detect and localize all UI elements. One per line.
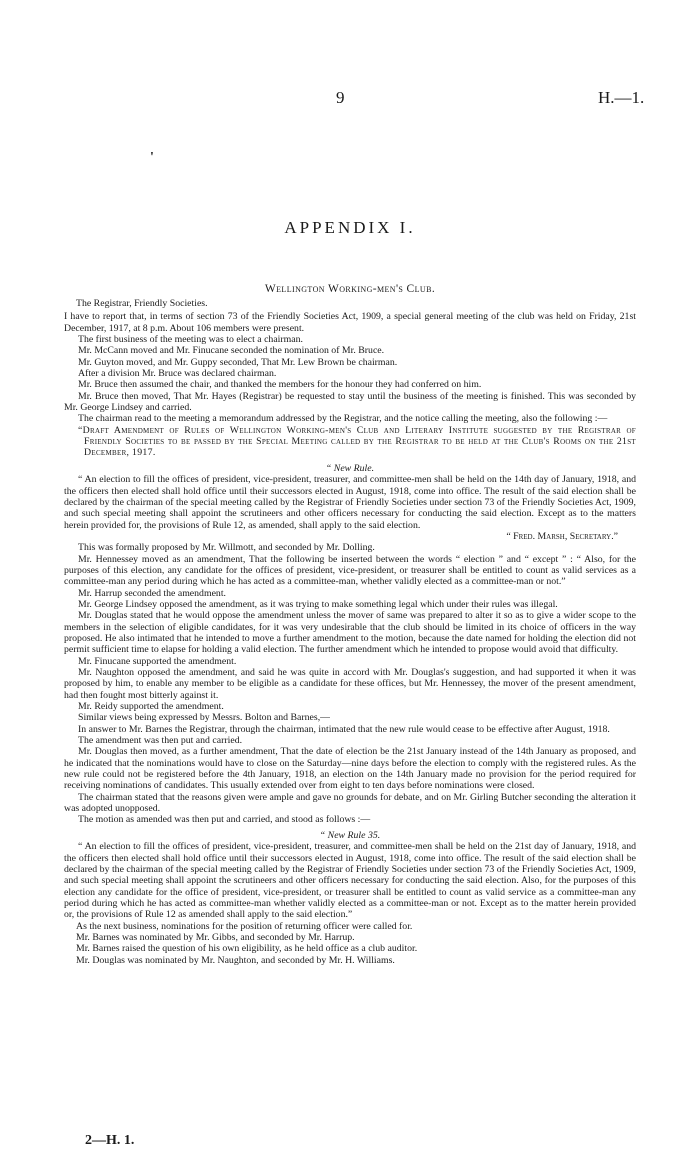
paragraph: Mr. Hennessey moved as an amendment, That the following be inserted between the words “ election ” and “ except ” : “ Also, for the purposes of this election, any candidate for the offices of president, vice-president, or treasurer shall be entitled to count as valid services as a committee-man any period during which he has acted as a committee-man, whether validly elected as a committee-man or not.” [64,553,636,588]
paragraph: Mr. Barnes raised the question of his own eligibility, as he held office as a club auditor. [76,943,418,955]
paragraph: In answer to Mr. Barnes the Registrar, through the chairman, intimated that the new rule would cease to be effective after August, 1918. [78,723,610,735]
paragraph: Mr. Naughton opposed the amendment, and said he was quite in accord with Mr. Douglas's suggestion, and had supported it when it was proposed by him, to enable any member to be eligible as a candidate for these offices, but Mr. Hennessey, the mover of the present amendment, had then fought most bitterly against it. [64,667,636,701]
paragraph: Mr. Guyton moved, and Mr. Guppy seconded, That Mr. Lew Brown be chairman. [78,356,398,368]
paragraph: Mr. Bruce then assumed the chair, and thanked the members for the honour they had conferred on him. [78,379,482,391]
paragraph: The amendment was then put and carried. [78,735,243,747]
club-title: Wellington Working-men's Club. [264,283,436,295]
new-rule-35-text: “ An election to fill the offices of president, vice-president, treasurer, and committee-men shall be held on the 21st day of January, 1918, and the officers then elected shall hold office until their successors elected in August, 1918, come into office. The result of the said election shall be declared by the chairman of the special meeting called by the Registrar of Friendly Societies under section 73 of the Friendly Societies Act, 1909, and such special meeting shall appoint the scrutineers and other officers necessary for conducting the said election. Also, for the purposes of this election any candidate for the office of president, vice-president, or treasurer shall be entitled to count as valid service as a committee-man any period during which he has acted as committee-man whether validly elected as a committee-man or not. Except as to the matter herein provided or, the provisions of Rule 12 as amended shall apply to the said election.” [64,841,636,921]
paragraph: Mr. George Lindsey opposed the amendment, as it was trying to make something legal which under their rules was illegal. [78,598,558,610]
document-body [64,298,636,966]
page-number: 9 [336,88,345,107]
paragraph: The motion as amended was then put and carried, and stood as follows :— [78,814,371,826]
appendix-title: APPENDIX I. [284,218,416,237]
footer-signature: 2—H. 1. [85,1133,135,1148]
paragraph: The chairman read to the meeting a memorandum addressed by the Registrar, and the notice calling the meeting, also the following :— [78,413,608,425]
paragraph: I have to report that, in terms of section 73 of the Friendly Societies Act, 1909, a special general meeting of the club was held on Friday, 21st December, 1917, at 8 p.m. About 106 members were present. [64,311,636,334]
new-rule-heading: “ New Rule. [325,462,375,474]
paragraph: The chairman stated that the reasons given were ample and gave no grounds for debate, and on Mr. Girling Butcher seconding the alteration it was adopted unopposed. [64,791,636,815]
paragraph: Mr. Finucane supported the amendment. [78,655,237,667]
paragraph: Mr. Douglas stated that he would oppose the amendment unless the mover of same was prepared to alter it so as to give a wider scope to the members in the selection of eligible candidates, for it was very undesirable that the club should be limited in its choice of officers in the way proposed. He also intimated that he intended to move a further amendment to the motion, because the date named for holding the election did not permit sufficient time to elapse for holding a valid election. The further amendment which he intended to propose would avoid that difficulty. [64,610,636,656]
paragraph: Mr. Douglas then moved, as a further amendment, That the date of election be the 21st January instead of the 14th January as proposed, and he indicated that the nominations would have to close on the Saturday—nine days before the election to comply with the registered rules. As the new rule could not be registered before the 4th January, 1918, an election on the 14th January made no provision for the period required for receiving nominations of candidates. This usually extended over from eight to ten days before nominations were closed. [64,746,636,792]
signature: “ Fred. Marsh, Secretary.” [506,530,618,542]
paragraph: Mr. Harrup seconded the amendment. [78,587,226,599]
paragraph: Mr. Bruce then moved, That Mr. Hayes (Registrar) be requested to stay until the business of the meeting is finished. This was seconded by Mr. George Lindsey and carried. [64,390,636,414]
paragraph: Mr. Douglas was nominated by Mr. Naughton, and seconded by Mr. H. Williams. [76,954,395,966]
salutation: The Registrar, Friendly Societies. [76,298,208,309]
document-ref: H.—1. [598,88,645,107]
stray-mark: ' [150,150,154,165]
paragraph: This was formally proposed by Mr. Willmott, and seconded by Mr. Dolling. [78,542,375,554]
paragraph: Mr. Barnes was nominated by Mr. Gibbs, and seconded by Mr. Harrup. [76,931,355,943]
paragraph: Similar views being expressed by Messrs. Bolton and Barnes,— [78,712,330,724]
draft-heading: “Draft Amendment of Rules of Wellington Working-men's Club and Literary Institute suggested by the Registrar of Friendly Societies to be passed by the Special Meeting called by the Registrar to be held at the Club's Rooms on the 21st December, 1917. [78,424,636,459]
paragraph: As the next business, nominations for the position of returning officer were called for. [76,920,413,932]
new-rule-text: “ An election to fill the offices of president, vice-president, treasurer, and committee-men shall be held on the 14th day of January, 1918, and the officers then elected shall hold office until their successors elected in August, 1918, come into office. The result of the said election shall be declared by the chairman of the special meeting called by the Registrar of Friendly Societies under section 73 of the Friendly Societies Act, 1909, and such special meeting shall appoint the scrutineers and other officers necessary for conducting the said election. Except as to the matters herein provided for, the provisions of Rule 12, as amended, shall apply to the said election. [64,474,636,531]
paragraph: The first business of the meeting was to elect a chairman. [78,334,303,346]
paragraph: Mr. McCann moved and Mr. Finucane seconded the nomination of Mr. Bruce. [78,345,385,357]
paragraph: After a division Mr. Bruce was declared chairman. [78,368,277,380]
paragraph: Mr. Reidy supported the amendment. [78,701,224,713]
new-rule-35-heading: “ New Rule 35. [319,829,381,841]
